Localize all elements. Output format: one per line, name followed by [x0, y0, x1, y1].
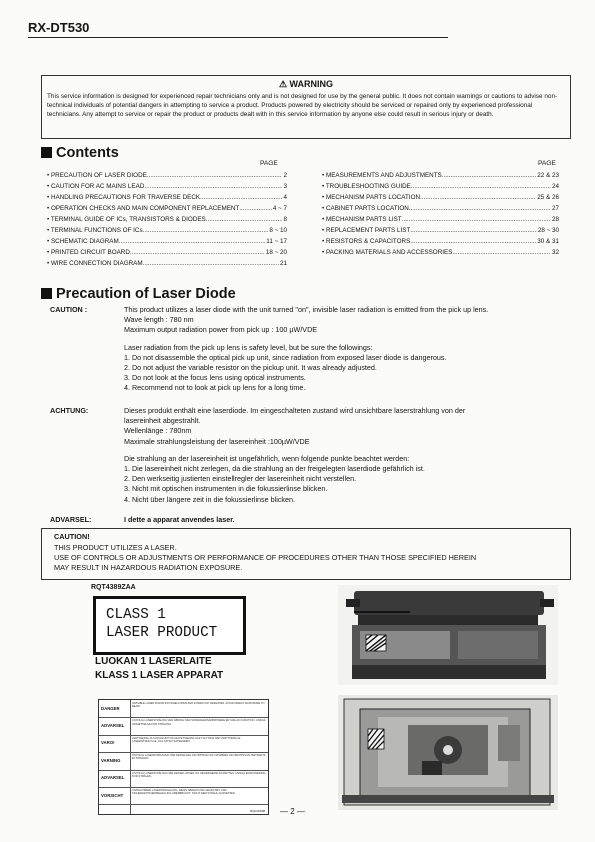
advarsel-text: I dette a apparat anvendes laser. [124, 515, 235, 524]
danger-label-key: ADVARSEL [101, 723, 125, 729]
toc-entry [322, 247, 559, 258]
toc-entry-label: • PACKING MATERIALS AND ACCESSORIES [322, 249, 453, 256]
toc-entry [47, 247, 287, 258]
caution-body [124, 305, 569, 394]
caution-box-title: CAUTION! [54, 532, 90, 541]
toc-leader-dots [143, 225, 269, 236]
warning-text: This service information is designed for experienced repair technicians only and is not designed for use by the general public. It does not contain warnings or cautions to advise non-technical individuals of potential dangers in attempting to service a product. Products powered by electricity should be serviced or repaired only by experienced professional technicians. Any attempt to service or repair the product or products dealt with in this service information by anyone else could result in serious injury or death. [47, 93, 558, 119]
toc-entry-label: • MEASUREMENTS AND ADJUSTMENTS [322, 172, 442, 179]
toc-entry-page: 4 [283, 194, 287, 201]
toc-leader-dots [206, 214, 283, 225]
toc-entry [47, 258, 287, 269]
danger-label [98, 699, 269, 815]
class-line: LASER PRODUCT [106, 624, 218, 641]
toc-entry-page: 2 [283, 172, 287, 179]
toc-entry-label: • CABINET PARTS LOCATION [322, 205, 409, 212]
danger-label-key: VARO! [101, 740, 115, 746]
toc-entry [47, 236, 287, 247]
toc-leader-dots [402, 214, 551, 225]
product-photos [338, 585, 558, 810]
caution-box-line: MAY RESULT IN HAZARDOUS RADIATION EXPOSURE. [54, 563, 243, 572]
toc-entry-label: • MECHANISM PARTS LIST [322, 216, 402, 223]
warning-box [41, 75, 571, 139]
toc-entry-page: 4 ~ 7 [272, 205, 287, 212]
toc-entry [322, 170, 559, 181]
toc-entry-label: • CAUTION FOR AC MAINS LEAD [47, 183, 145, 190]
toc-entry-label: • WIRE CONNECTION DIAGRAM [47, 260, 143, 267]
danger-label-row [99, 700, 268, 718]
toc-entry-page: 27 [551, 205, 559, 212]
toc-leader-dots [239, 203, 272, 214]
danger-label-text: USYNLIG LASERSTRÅLING NÅR DEKSEL ÅPNES OG SIKKERHEDSLÅS BRYTES. UNNGÅ EKSPONERING FOR STRÅLEN. [132, 771, 266, 778]
class1-translations [95, 655, 223, 683]
achtung-body [124, 406, 569, 505]
toc-entry-page: 28 ~ 30 [537, 227, 559, 234]
class1-label [93, 596, 246, 655]
toc-entry [47, 170, 287, 181]
toc-entry-page: 8 [283, 216, 287, 223]
caution-label: CAUTION : [50, 305, 88, 314]
toc-entry-label: • RESISTORS & CAPACITORS [322, 238, 411, 245]
toc-entry-page: 28 [551, 216, 559, 223]
de-item: 4. Nicht über längere zeit in die fokussierlinse blicken. [124, 494, 295, 504]
danger-label-divider [130, 700, 131, 814]
safety-item: 4. Recommend not to look at pick up lens for a long time. [124, 383, 306, 393]
toc-entry-label: • SCHEMATIC DIAGRAM [47, 238, 119, 245]
de-item: 1. Die lasereinheit nicht zerlegen, da die strahlung an der freigelegten laserdiode gefährlich ist. [124, 464, 425, 474]
precaution-title: Precaution of Laser Diode [56, 286, 236, 302]
danger-label-row [99, 787, 268, 805]
achtung-label: ACHTUNG: [50, 406, 89, 415]
achtung-line: lasereinheit abgestrahlt. [124, 416, 201, 426]
danger-label-text: OSYNLIG LASERSTRÅLNING NÄR DENNA DEL ÄR ÖPPNAD OCH SPÄRREN ÄR URKOPPLAD. BETRAKTA EJ STRÅLEN. [132, 754, 266, 761]
toc-entry-label: • MECHANISM PARTS LOCATION [322, 194, 421, 201]
toc-entry-label: • PRINTED CIRCUIT BOARD [47, 249, 130, 256]
safety-item: 1. Do not disassemble the optical pick up unit, since radiation from exposed laser diode is dangerous. [124, 352, 447, 362]
toc-entry-page: 32 [551, 249, 559, 256]
toc-entry [322, 225, 559, 236]
danger-label-row [99, 770, 268, 788]
caution-line: Wave length : 780 nm [124, 315, 194, 325]
caution-line: Maximum output radiation power from pick up : 100 µW/VDE [124, 325, 318, 335]
toc-left-column [47, 170, 287, 269]
klass-text: KLASS 1 LASER APPARAT [95, 670, 224, 681]
danger-label-key: ADVARSEL [101, 775, 125, 781]
toc-leader-dots [442, 170, 537, 181]
toc-leader-dots [409, 203, 551, 214]
danger-label-key: DANGER [101, 705, 120, 711]
precaution-heading [41, 286, 236, 302]
toc-leader-dots [200, 192, 282, 203]
toc-entry [322, 214, 559, 225]
toc-entry-label: • HANDLING PRECAUTIONS FOR TRAVERSE DECK [47, 194, 201, 201]
toc-leader-dots [119, 236, 266, 247]
caution-box-line: THIS PRODUCT UTILIZES A LASER. [54, 543, 177, 552]
toc-entry-label: • TERMINAL FUNCTIONS OF ICs [47, 227, 143, 234]
header-rule [28, 37, 448, 38]
achtung-line: Dieses produkt enthält eine laserdiode. Im eingeschalteten zustand wird unsichtbare laserstrahlung von der [124, 406, 466, 415]
toc-entry-label: • TROUBLESHOOTING GUIDE [322, 183, 411, 190]
danger-label-text: USYNLIG LASERSTRÅLING VED ÅBNING NÅR SIKKERHEDSAFBRYDERE ER UDE AF FUNKTION. UNDGÅ UDSÆTTELSE FOR STRÅLING. [132, 719, 266, 726]
caution-box-line: USE OF CONTROLS OR ADJUSTMENTS OR PERFORMANCE OF PROCEDURES OTHER THAN THOSE SPECIFIED HEREIN [54, 553, 477, 562]
toc-leader-dots [420, 192, 536, 203]
section-square-icon [41, 288, 52, 299]
toc-leader-dots [147, 170, 283, 181]
toc-entry-label: • OPERATION CHECKS AND MAIN COMPONENT REPLACEMENT [47, 205, 240, 212]
achtung-line: Wellenlänge : 780nm [124, 426, 192, 436]
danger-label-row [99, 735, 268, 753]
safety-item: 3. Do not look at the focus lens using optical instruments. [124, 373, 306, 383]
toc-entry [322, 203, 559, 214]
toc-entry [47, 203, 287, 214]
cd-mechanism-photo [338, 695, 558, 810]
danger-label-key: VARNING [101, 757, 121, 763]
advarsel-label: ADVARSEL: [50, 515, 92, 524]
caution-box [41, 528, 571, 580]
toc-entry-page: 3 [283, 183, 287, 190]
section-square-icon [41, 147, 52, 158]
danger-label-code: RQL2019B [250, 809, 265, 813]
toc-entry-page: 21 [279, 260, 287, 267]
safety-intro: Laser radiation from the pick up lens is safety level, but be sure the followings: [124, 342, 373, 352]
toc-leader-dots [452, 247, 551, 258]
toc-entry [322, 192, 559, 203]
warning-title: ⚠ WARNING [278, 79, 334, 89]
toc-entry-page: 11 ~ 17 [266, 238, 287, 245]
danger-label-text: UNSICHTBARE LASERSTRAHLUNG, WENN ABDECKUNG GEÖFFNET UND SICHERHEITSVERRIEGELUNG ÜBERBRÜCKT. NICHT DEM STRAHL AUSSETZEN. [132, 789, 236, 796]
toc-entry [47, 214, 287, 225]
part-number: RQT4389ZAA [91, 584, 136, 591]
toc-right-column [322, 170, 559, 258]
toc-leader-dots [143, 258, 279, 269]
toc-entry-page: 8 ~ 10 [269, 227, 287, 234]
unit-back-photo [338, 585, 558, 685]
toc-entry [322, 236, 559, 247]
toc-leader-dots [410, 236, 536, 247]
toc-entry-page: 30 & 31 [537, 238, 559, 245]
toc-entry-label: • TERMINAL GUIDE OF ICs, TRANSISTORS & DIODES [47, 216, 206, 223]
danger-label-row [99, 717, 268, 735]
danger-label-row [99, 752, 268, 770]
toc-entry-page: 25 & 26 [537, 194, 559, 201]
toc-entry-page: 22 & 23 [537, 172, 559, 179]
danger-label-text: INVISIBLE LASER RADIATION WHEN OPEN AND INTERLOCK DEFEATED. AVOID DIRECT EXPOSURE TO BEAM. [132, 702, 265, 709]
toc-entry-page: 18 ~ 20 [265, 249, 287, 256]
toc-leader-dots [410, 225, 537, 236]
toc-entry-label: • PRECAUTION OF LASER DIODE [47, 172, 147, 179]
toc-entry [47, 181, 287, 192]
toc-page-header-right: PAGE [538, 160, 556, 167]
page-number: — 2 — [280, 807, 305, 816]
toc-entry-page: 24 [551, 183, 559, 190]
toc-page-header-left: PAGE [260, 160, 278, 167]
achtung-line: Maximale strahlungsleistung der lasereinheit :100µW/VDE [124, 436, 310, 446]
de-item: 2. Den werkseitig justierten einstellregler der lasereinheit nicht verstellen. [124, 474, 357, 484]
toc-leader-dots [130, 247, 265, 258]
toc-leader-dots [411, 181, 551, 192]
luokan-text: LUOKAN 1 LASERLAITE [95, 656, 212, 667]
class-line: CLASS 1 [106, 606, 166, 623]
contents-heading [41, 145, 119, 161]
toc-entry-label: • REPLACEMENT PARTS LIST [322, 227, 411, 234]
model-name: RX-DT530 [28, 20, 90, 35]
toc-entry [322, 181, 559, 192]
danger-label-text: AVATTAESSA JA SUOJALUKITUS OHITETTAESSA OLET ALTTIINA NÄKYMÄTTÖMÄLLE LASERSÄTEILYLLE. ÄLÄ KATSO SÄTEESEEN. [132, 736, 241, 744]
danger-label-key: VORSICHT [101, 792, 124, 798]
toc-entry [47, 192, 287, 203]
contents-title: Contents [56, 145, 119, 161]
toc-entry [47, 225, 287, 236]
safety-item: 2. Do not adjust the variable resistor on the pickup unit. It was already adjusted. [124, 363, 377, 373]
de-intro: Die strahlung an der lasereinheit ist ungefährlich, wenn folgende punkte beachtet werden: [124, 453, 410, 463]
caution-line: This product utilizes a laser diode with the unit turned "on", invisible laser radiation is emitted from the pick up lens. [124, 305, 489, 314]
toc-leader-dots [144, 181, 282, 192]
de-item: 3. Nicht mit optischen instrumenten in die fokussierlinse blicken. [124, 484, 328, 494]
